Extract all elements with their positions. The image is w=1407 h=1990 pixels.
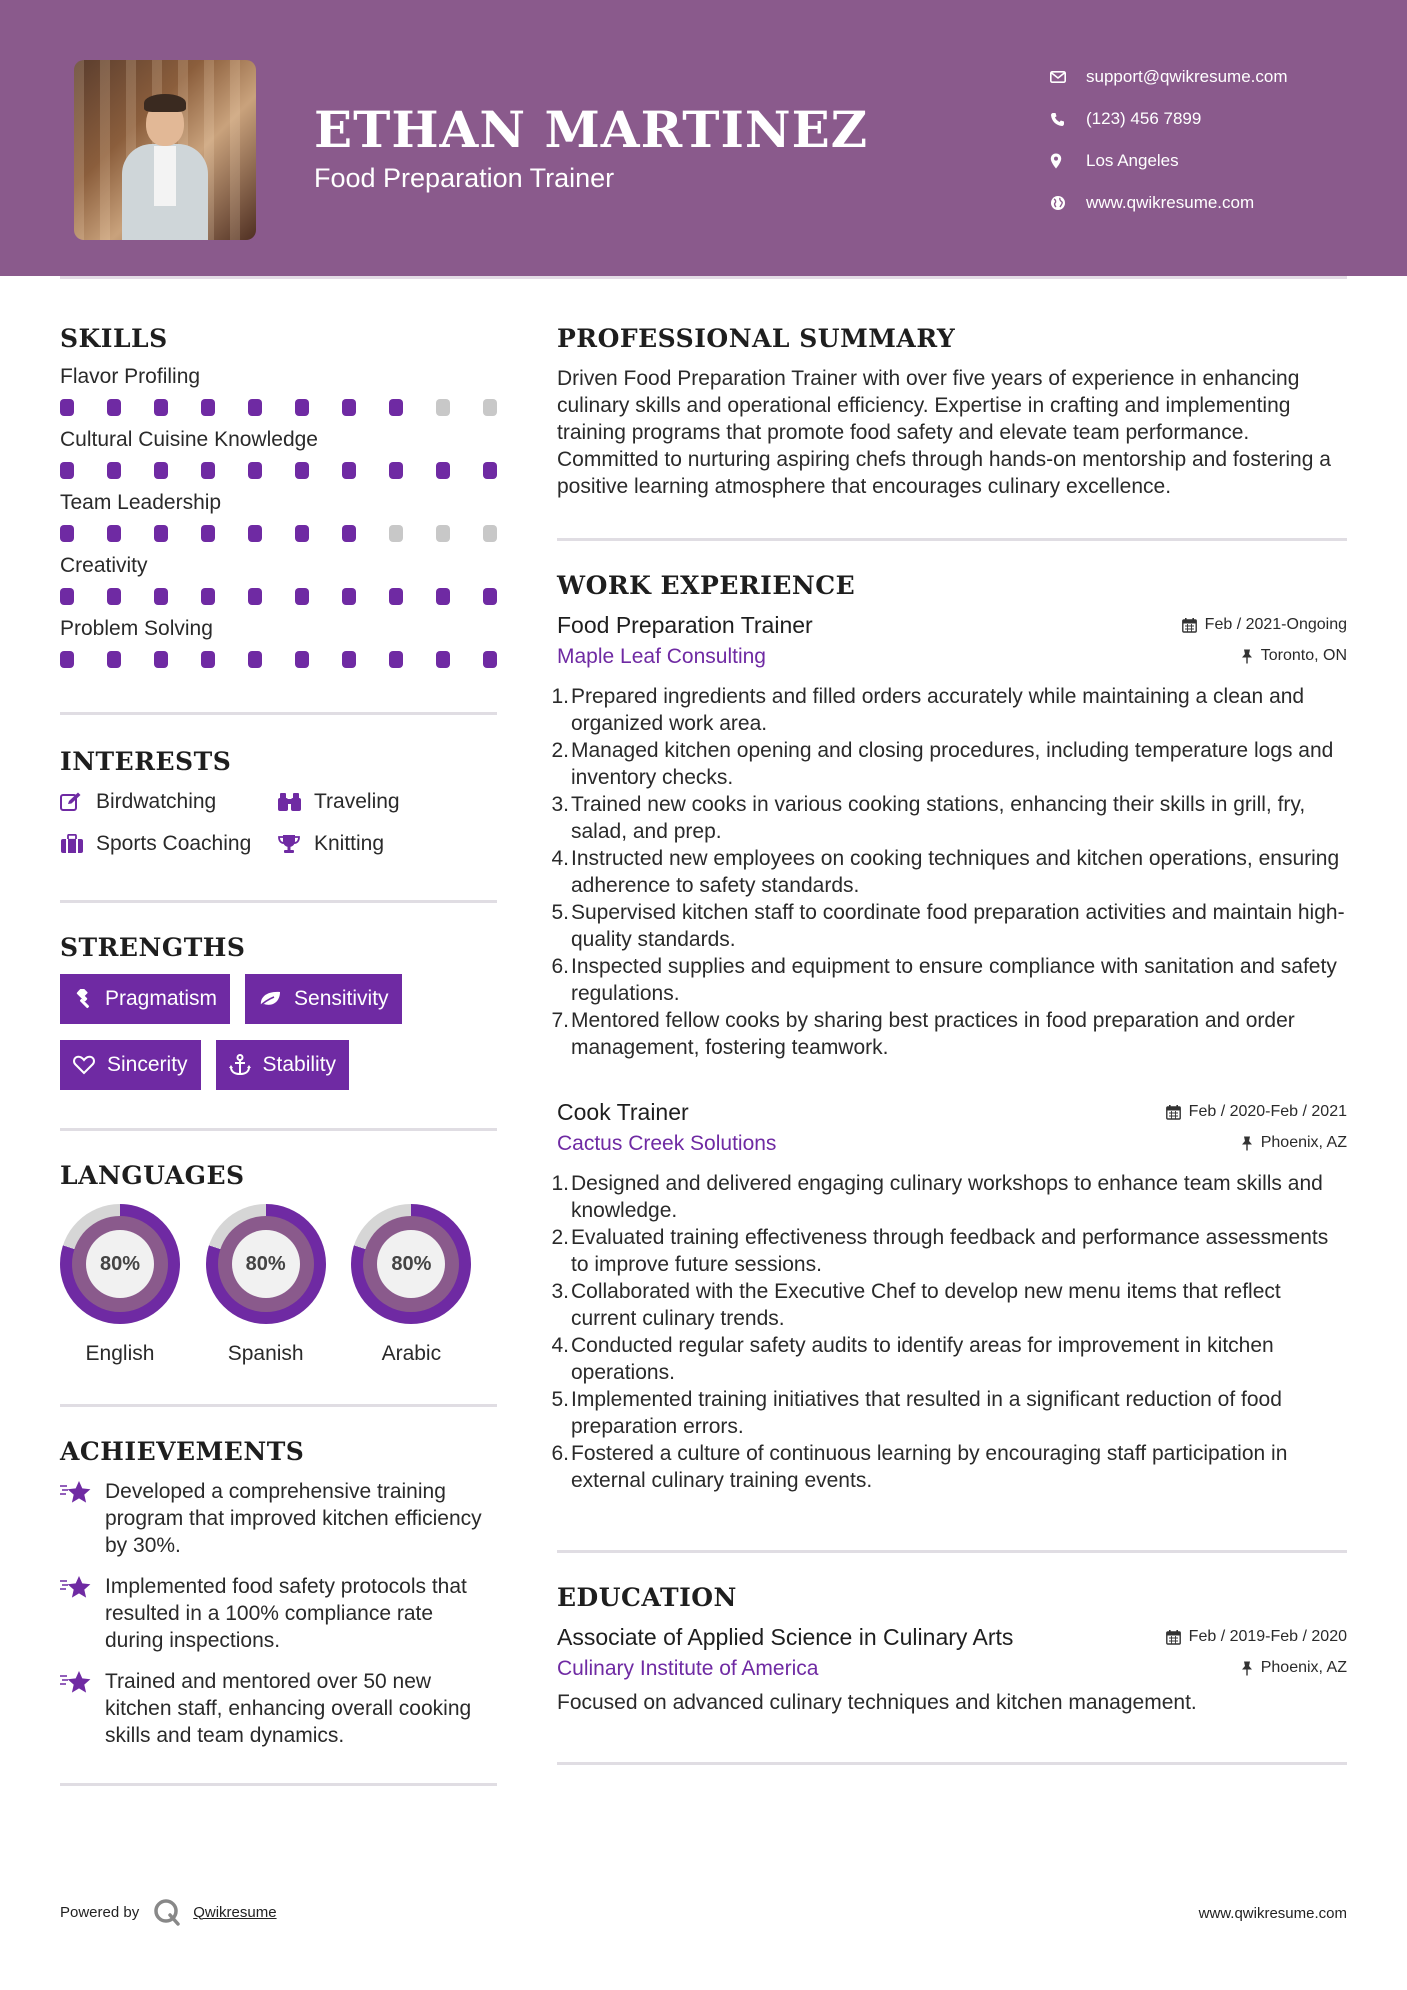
bullet-text: Designed and delivered engaging culinary workshops to enhance team skills and knowledge. [571, 1172, 1323, 1222]
skill-name: Cultural Cuisine Knowledge [60, 428, 318, 451]
skill-rating [60, 462, 497, 479]
bullet-item [551, 845, 1347, 899]
skill-rating [60, 525, 497, 542]
section-divider [60, 1783, 497, 1786]
header-banner [0, 0, 1407, 276]
rating-dot [389, 399, 403, 416]
achievement-text: Trained and mentored over 50 new kitchen staff, enhancing overall cooking skills and team dynamics. [105, 1670, 472, 1747]
skill-item [60, 428, 497, 479]
language-name: Spanish [227, 1342, 304, 1365]
job-dates: Feb / 2020-Feb / 2021 [1188, 1103, 1347, 1120]
rating-dot [107, 588, 121, 605]
rating-dot [107, 462, 121, 479]
bullet-item [551, 737, 1347, 791]
job-entry [551, 1099, 1347, 1494]
gavel-icon [73, 989, 93, 1009]
rating-dot [60, 651, 74, 668]
language-name: English [85, 1342, 155, 1365]
language-name: Arabic [381, 1342, 442, 1365]
rating-dot [60, 525, 74, 542]
section-divider [60, 1404, 497, 1407]
skill-item [60, 554, 497, 605]
bullet-text: Instructed new employees on cooking techniques and kitchen operations, ensuring adherence to safety standards. [571, 847, 1340, 897]
rating-dot [201, 462, 215, 479]
experience-list [551, 612, 1347, 1494]
skill-rating [60, 651, 497, 668]
rating-dot [295, 525, 309, 542]
bullet-text: Collaborated with the Executive Chef to develop new menu items that reflect current culinary trends. [571, 1280, 1281, 1330]
rating-dot [342, 462, 356, 479]
rating-dot [201, 588, 215, 605]
section-divider [60, 1128, 497, 1131]
strength-badge: Sensitivity [245, 974, 402, 1024]
bullet-item [551, 1224, 1347, 1278]
qwikresume-link[interactable]: Qwikresume [193, 1903, 277, 1921]
rating-dot [436, 651, 450, 668]
rating-dot [60, 462, 74, 479]
rating-dot [436, 525, 450, 542]
contact-website-text: www.qwikresume.com [1086, 193, 1255, 212]
rating-dot [107, 399, 121, 416]
interests-heading: INTERESTS [60, 747, 232, 776]
rating-dot [483, 399, 497, 416]
bullet-number: 6. [551, 1442, 569, 1465]
contact-phone-text: (123) 456 7899 [1086, 109, 1202, 128]
rating-dot [248, 588, 262, 605]
strengths-list [60, 974, 497, 1090]
envelope-icon [1050, 71, 1086, 83]
bullet-item [551, 953, 1347, 1007]
job-title: Food Preparation Trainer [557, 612, 813, 638]
pushpin-icon [1241, 1136, 1253, 1151]
calendar-icon [1166, 1630, 1181, 1645]
footer-website[interactable]: www.qwikresume.com [1198, 1905, 1347, 1922]
bullet-number: 5. [551, 901, 569, 924]
language-percent: 80% [377, 1230, 445, 1298]
skills-heading: SKILLS [60, 324, 168, 353]
rating-dot [248, 525, 262, 542]
interest-item: Traveling [278, 790, 478, 814]
contact-email[interactable] [1050, 56, 1288, 98]
language-percent: 80% [86, 1230, 154, 1298]
rating-dot [342, 399, 356, 416]
rating-dot [154, 651, 168, 668]
skill-rating [60, 588, 497, 605]
bullet-number: 1. [551, 1172, 569, 1195]
rating-dot [389, 651, 403, 668]
bullet-text: Supervised kitchen staff to coordinate food preparation activities and maintain high-quality standards. [571, 901, 1345, 951]
language-item [60, 1204, 206, 1366]
section-divider [60, 712, 497, 715]
strength-badge: Pragmatism [60, 974, 230, 1024]
bullet-item [551, 1440, 1347, 1494]
rating-dot [201, 399, 215, 416]
rating-dot [389, 588, 403, 605]
bullet-number: 4. [551, 847, 569, 870]
achievement-text: Implemented food safety protocols that resulted in a 100% compliance rate during inspections. [105, 1575, 467, 1652]
achievements-list [60, 1478, 497, 1749]
bullet-item [551, 683, 1347, 737]
rating-dot [201, 525, 215, 542]
education-description: Focused on advanced culinary techniques and kitchen management. [557, 1691, 1197, 1714]
rating-dot [60, 399, 74, 416]
bullet-number: 4. [551, 1334, 569, 1357]
strengths-heading: STRENGTHS [60, 933, 246, 962]
skill-name: Flavor Profiling [60, 365, 201, 388]
rating-dot [154, 588, 168, 605]
interest-item: Birdwatching [60, 790, 278, 814]
languages-heading: LANGUAGES [60, 1161, 245, 1190]
footer-powered [60, 1898, 277, 1926]
rating-dot [295, 399, 309, 416]
language-item [206, 1204, 352, 1366]
skill-item [60, 491, 497, 542]
header-divider [60, 276, 1347, 279]
trophy-icon [278, 834, 314, 854]
skill-name: Creativity [60, 554, 148, 577]
candidate-name: ETHAN MARTINEZ [314, 100, 869, 159]
bullet-text: Prepared ingredients and filled orders accurately while maintaining a clean and organized work area. [571, 685, 1305, 735]
section-divider [557, 1762, 1347, 1765]
achievement-item [60, 1668, 497, 1749]
summary-heading: PROFESSIONAL SUMMARY [557, 324, 956, 353]
language-progress-ring [206, 1204, 326, 1324]
company-name: Maple Leaf Consulting [557, 645, 766, 668]
job-bullets [551, 683, 1347, 1061]
achievement-text: Developed a comprehensive training program that improved kitchen efficiency by 30%. [105, 1480, 482, 1557]
anchor-icon [229, 1054, 251, 1076]
education-heading: EDUCATION [557, 1583, 737, 1612]
rating-dot [107, 651, 121, 668]
skill-item [60, 617, 497, 668]
qwikresume-logo-icon [153, 1898, 181, 1926]
bullet-number: 1. [551, 685, 569, 708]
bullet-text: Inspected supplies and equipment to ensure compliance with sanitation and safety regulations. [571, 955, 1337, 1005]
section-divider [60, 900, 497, 903]
education-location: Phoenix, AZ [1260, 1659, 1347, 1676]
section-divider [557, 538, 1347, 541]
bullet-item [551, 1007, 1347, 1061]
edit-icon [60, 792, 96, 812]
rating-dot [248, 462, 262, 479]
calendar-icon [1182, 618, 1197, 633]
bullet-text: Conducted regular safety audits to identify areas for improvement in kitchen operations. [571, 1334, 1274, 1384]
contact-location-text: Los Angeles [1086, 151, 1179, 170]
phone-icon [1050, 112, 1086, 127]
education-entry [557, 1624, 1347, 1716]
briefcase-icon [60, 834, 96, 854]
rating-dot [483, 525, 497, 542]
bullet-number: 2. [551, 739, 569, 762]
job-location: Toronto, ON [1260, 647, 1347, 664]
strength-badge: Stability [216, 1040, 350, 1090]
rating-dot [154, 399, 168, 416]
star-icon [60, 1668, 105, 1749]
bullet-number: 3. [551, 1280, 569, 1303]
star-icon [60, 1478, 105, 1559]
rating-dot [248, 651, 262, 668]
skill-rating [60, 399, 497, 416]
right-column [551, 310, 1347, 1765]
language-item [351, 1204, 497, 1366]
rating-dot [201, 651, 215, 668]
job-dates: Feb / 2021-Ongoing [1204, 616, 1347, 633]
interest-item: Knitting [278, 832, 478, 856]
rating-dot [295, 588, 309, 605]
pushpin-icon [1241, 649, 1253, 664]
contact-website[interactable] [1050, 182, 1288, 224]
rating-dot [154, 525, 168, 542]
powered-by-label: Powered by [60, 1903, 140, 1921]
rating-dot [389, 462, 403, 479]
rating-dot [248, 399, 262, 416]
rating-dot [295, 651, 309, 668]
globe-icon [1050, 195, 1086, 211]
achievements-heading: ACHIEVEMENTS [60, 1437, 305, 1466]
achievement-item [60, 1573, 497, 1654]
rating-dot [154, 462, 168, 479]
rating-dot [436, 588, 450, 605]
bullet-text: Managed kitchen opening and closing procedures, including temperature logs and inventory checks. [571, 739, 1334, 789]
profile-photo [74, 60, 256, 240]
interests-list [60, 790, 497, 856]
contact-email-text: support@qwikresume.com [1086, 67, 1288, 86]
job-location: Phoenix, AZ [1260, 1134, 1347, 1151]
bullet-item [551, 1278, 1347, 1332]
bullet-item [551, 899, 1347, 953]
language-progress-ring [60, 1204, 180, 1324]
achievement-item [60, 1478, 497, 1559]
rating-dot [483, 651, 497, 668]
bullet-number: 6. [551, 955, 569, 978]
pushpin-icon [1241, 1661, 1253, 1676]
heart-icon [73, 1055, 95, 1075]
bullet-text: Evaluated training effectiveness through feedback and performance assessments to improve future sessions. [571, 1226, 1329, 1276]
bullet-item [551, 1386, 1347, 1440]
rating-dot [342, 525, 356, 542]
language-progress-ring [351, 1204, 471, 1324]
education-dates: Feb / 2019-Feb / 2020 [1188, 1628, 1347, 1645]
contact-location [1050, 140, 1288, 182]
skill-name: Problem Solving [60, 617, 213, 640]
strength-badge: Sincerity [60, 1040, 201, 1090]
job-entry [551, 612, 1347, 1061]
skill-item [60, 365, 497, 416]
binoculars-icon [278, 792, 314, 812]
degree-title: Associate of Applied Science in Culinary Arts [557, 1624, 1014, 1650]
candidate-title: Food Preparation Trainer [314, 163, 615, 193]
skill-name: Team Leadership [60, 491, 222, 514]
bullet-text: Implemented training initiatives that resulted in a significant reduction of food preparation errors. [571, 1388, 1282, 1438]
calendar-icon [1166, 1105, 1181, 1120]
contact-block [1050, 56, 1288, 224]
map-pin-icon [1050, 153, 1086, 169]
star-icon [60, 1573, 105, 1654]
bullet-number: 3. [551, 793, 569, 816]
bullet-item [551, 791, 1347, 845]
rating-dot [436, 462, 450, 479]
rating-dot [389, 525, 403, 542]
summary-text: Driven Food Preparation Trainer with over five years of experience in enhancing culinary skills and operational efficiency. Expertise in crafting and implementing training programs that promote food safety and elevate team performance. Committed to nurturing aspiring chefs through hands-on mentorship and fostering a positive learning atmosphere that encourages culinary excellence. [557, 367, 1331, 498]
skills-list [60, 365, 497, 668]
rating-dot [60, 588, 74, 605]
section-divider [557, 1550, 1347, 1553]
bullet-number: 7. [551, 1009, 569, 1032]
leaf-icon [258, 990, 282, 1008]
contact-phone[interactable] [1050, 98, 1288, 140]
rating-dot [342, 588, 356, 605]
rating-dot [295, 462, 309, 479]
job-title: Cook Trainer [557, 1099, 689, 1125]
bullet-text: Mentored fellow cooks by sharing best practices in food preparation and order management, fostering teamwork. [571, 1009, 1295, 1059]
bullet-item [551, 1170, 1347, 1224]
experience-heading: WORK EXPERIENCE [557, 571, 856, 600]
rating-dot [342, 651, 356, 668]
rating-dot [107, 525, 121, 542]
bullet-text: Trained new cooks in various cooking stations, enhancing their skills in grill, fry, salad, and prep. [571, 793, 1306, 843]
company-name: Cactus Creek Solutions [557, 1132, 777, 1155]
bullet-item [551, 1332, 1347, 1386]
school-name: Culinary Institute of America [557, 1657, 819, 1680]
interest-item: Sports Coaching [60, 832, 278, 856]
rating-dot [483, 462, 497, 479]
bullet-number: 2. [551, 1226, 569, 1249]
left-column [60, 310, 497, 1786]
languages-list [60, 1204, 497, 1366]
bullet-text: Fostered a culture of continuous learning by encouraging staff participation in external culinary training events. [571, 1442, 1288, 1492]
bullet-number: 5. [551, 1388, 569, 1411]
job-bullets [551, 1170, 1347, 1494]
rating-dot [483, 588, 497, 605]
rating-dot [436, 399, 450, 416]
language-percent: 80% [232, 1230, 300, 1298]
